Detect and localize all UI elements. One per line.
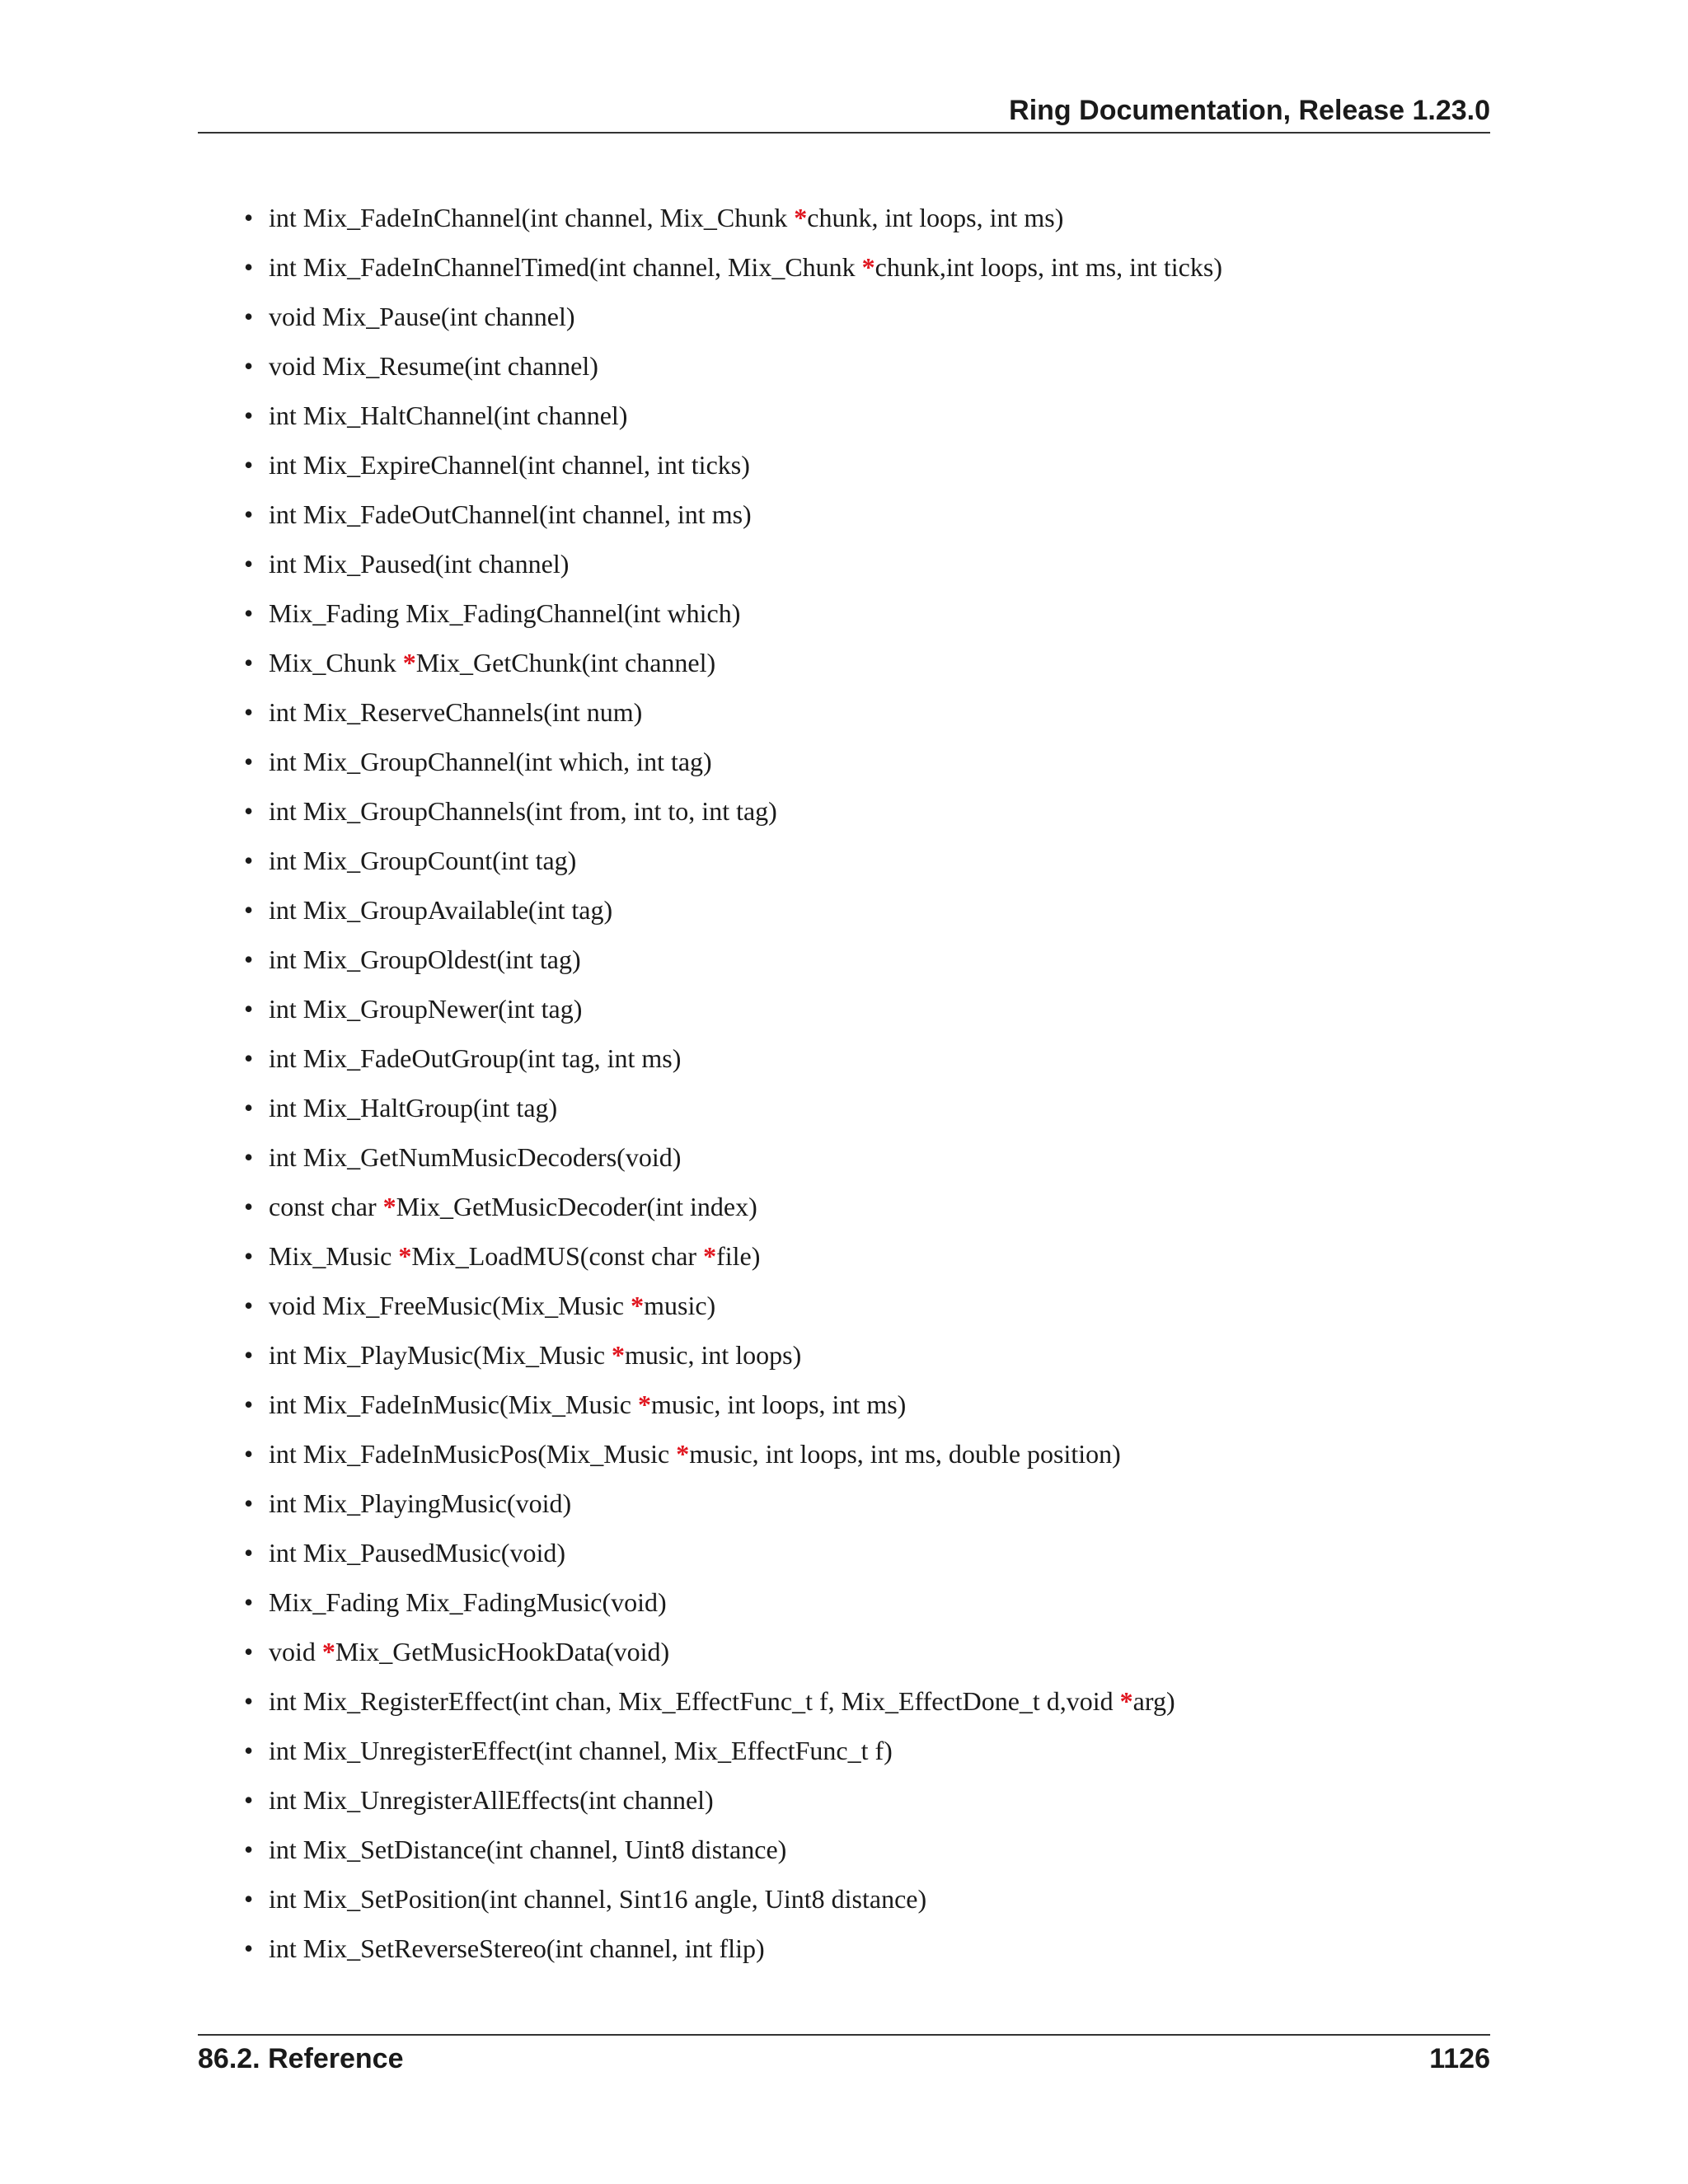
signature-text: int Mix_GroupChannel(int which, int tag) — [269, 747, 712, 776]
signature-text: Mix_GetMusicDecoder(int index) — [396, 1192, 757, 1221]
signature-text: Mix_Fading Mix_FadingMusic(void) — [269, 1587, 667, 1617]
bullet-icon: • — [244, 1933, 254, 1963]
list-item — [244, 193, 1222, 242]
pointer-asterisk: * — [861, 252, 875, 282]
pointer-asterisk: * — [703, 1241, 717, 1271]
pointer-asterisk: * — [631, 1291, 645, 1320]
signature-text: int Mix_SetReverseStereo(int channel, int flip) — [269, 1933, 765, 1963]
list-item — [244, 1627, 1222, 1676]
list-item — [244, 1083, 1222, 1132]
function-list — [244, 193, 1222, 1973]
signature-text: music, int loops, int ms) — [650, 1390, 907, 1419]
signature-text: int Mix_FadeOutChannel(int channel, int ms) — [269, 499, 752, 529]
bullet-icon: • — [244, 203, 254, 232]
pointer-asterisk: * — [794, 203, 808, 232]
list-item — [244, 1676, 1222, 1726]
bullet-icon: • — [244, 1785, 254, 1815]
bullet-icon: • — [244, 549, 254, 579]
list-item — [244, 539, 1222, 588]
pointer-asterisk: * — [676, 1439, 690, 1469]
list-item — [244, 1330, 1222, 1380]
signature-text: int Mix_GroupAvailable(int tag) — [269, 895, 613, 925]
signature-text: Mix_LoadMUS(const char — [411, 1241, 704, 1271]
signature-text: int Mix_FadeInMusic(Mix_Music — [269, 1390, 638, 1419]
list-item — [244, 638, 1222, 687]
pointer-asterisk: * — [1119, 1686, 1133, 1716]
list-item — [244, 1825, 1222, 1874]
signature-text: Mix_GetChunk(int channel) — [415, 648, 716, 677]
list-item — [244, 391, 1222, 440]
list-item — [244, 588, 1222, 638]
list-item — [244, 440, 1222, 490]
bullet-icon: • — [244, 401, 254, 430]
bullet-icon: • — [244, 1340, 254, 1370]
bullet-icon: • — [244, 1835, 254, 1864]
bullet-icon: • — [244, 846, 254, 875]
signature-text: int Mix_UnregisterEffect(int channel, Mix_EffectFunc_t f) — [269, 1736, 893, 1765]
list-item — [244, 836, 1222, 885]
signature-text: int Mix_PausedMusic(void) — [269, 1538, 565, 1568]
signature-text: int Mix_UnregisterAllEffects(int channel) — [269, 1785, 714, 1815]
bullet-icon: • — [244, 1093, 254, 1122]
page-footer — [198, 2034, 1490, 2077]
pointer-asterisk: * — [402, 648, 416, 677]
signature-text: int Mix_HaltGroup(int tag) — [269, 1093, 558, 1122]
list-item — [244, 687, 1222, 737]
list-item — [244, 292, 1222, 341]
bullet-icon: • — [244, 302, 254, 331]
signature-text: Mix_Music — [269, 1241, 399, 1271]
signature-text: int Mix_FadeInChannel(int channel, Mix_Chunk — [269, 203, 795, 232]
page-header — [198, 92, 1490, 134]
bullet-icon: • — [244, 1587, 254, 1617]
list-item — [244, 1380, 1222, 1429]
signature-text: int Mix_SetPosition(int channel, Sint16 angle, Uint8 distance) — [269, 1884, 927, 1914]
document-title: Ring Documentation, Release 1.23.0 — [1009, 95, 1490, 126]
signature-text: int Mix_GetNumMusicDecoders(void) — [269, 1142, 682, 1172]
list-item — [244, 1577, 1222, 1627]
bullet-icon: • — [244, 499, 254, 529]
list-item — [244, 1182, 1222, 1231]
bullet-icon: • — [244, 1241, 254, 1271]
signature-text: void — [269, 1637, 322, 1666]
signature-text: chunk, int loops, int ms) — [807, 203, 1064, 232]
section-title: 86.2. Reference — [198, 2043, 404, 2074]
signature-text: int Mix_FadeOutGroup(int tag, int ms) — [269, 1043, 682, 1073]
bullet-icon: • — [244, 1538, 254, 1568]
bullet-icon: • — [244, 252, 254, 282]
signature-text: music) — [644, 1291, 716, 1320]
signature-text: void Mix_FreeMusic(Mix_Music — [269, 1291, 631, 1320]
signature-text: file) — [716, 1241, 761, 1271]
list-item — [244, 1775, 1222, 1825]
list-item — [244, 1429, 1222, 1479]
bullet-icon: • — [244, 1390, 254, 1419]
bullet-icon: • — [244, 1043, 254, 1073]
bullet-icon: • — [244, 1736, 254, 1765]
list-item — [244, 1281, 1222, 1330]
signature-text: int Mix_FadeInChannelTimed(int channel, Mix_Chunk — [269, 252, 862, 282]
signature-text: int Mix_Paused(int channel) — [269, 549, 570, 579]
bullet-icon: • — [244, 1291, 254, 1320]
signature-text: int Mix_GroupNewer(int tag) — [269, 994, 583, 1024]
pointer-asterisk: * — [637, 1390, 651, 1419]
pointer-asterisk: * — [382, 1192, 396, 1221]
bullet-icon: • — [244, 351, 254, 381]
signature-text: chunk,int loops, int ms, int ticks) — [874, 252, 1222, 282]
signature-text: int Mix_PlayMusic(Mix_Music — [269, 1340, 612, 1370]
signature-text: void Mix_Pause(int channel) — [269, 302, 575, 331]
list-item — [244, 1033, 1222, 1083]
bullet-icon: • — [244, 598, 254, 628]
signature-text: int Mix_ExpireChannel(int channel, int ticks) — [269, 450, 750, 480]
list-item — [244, 984, 1222, 1033]
bullet-icon: • — [244, 895, 254, 925]
bullet-icon: • — [244, 747, 254, 776]
signature-text: Mix_GetMusicHookData(void) — [335, 1637, 670, 1666]
signature-text: int Mix_GroupChannels(int from, int to, int tag) — [269, 796, 777, 826]
list-item — [244, 341, 1222, 391]
bullet-icon: • — [244, 1686, 254, 1716]
page-number: 1126 — [1429, 2043, 1490, 2074]
list-item — [244, 737, 1222, 786]
signature-text: music, int loops) — [625, 1340, 802, 1370]
signature-text: arg) — [1132, 1686, 1175, 1716]
signature-text: int Mix_FadeInMusicPos(Mix_Music — [269, 1439, 677, 1469]
pointer-asterisk: * — [612, 1340, 626, 1370]
bullet-icon: • — [244, 1142, 254, 1172]
list-item — [244, 935, 1222, 984]
bullet-icon: • — [244, 648, 254, 677]
list-item — [244, 885, 1222, 935]
list-item — [244, 1231, 1222, 1281]
signature-text: int Mix_GroupOldest(int tag) — [269, 944, 581, 974]
list-item — [244, 490, 1222, 539]
list-item — [244, 1132, 1222, 1182]
signature-text: int Mix_RegisterEffect(int chan, Mix_EffectFunc_t f, Mix_EffectDone_t d,void — [269, 1686, 1120, 1716]
signature-text: int Mix_SetDistance(int channel, Uint8 distance) — [269, 1835, 787, 1864]
signature-text: const char — [269, 1192, 383, 1221]
signature-text: int Mix_PlayingMusic(void) — [269, 1488, 572, 1518]
list-item — [244, 1479, 1222, 1528]
bullet-icon: • — [244, 697, 254, 727]
bullet-icon: • — [244, 1192, 254, 1221]
signature-text: music, int loops, int ms, double position) — [689, 1439, 1121, 1469]
signature-text: int Mix_GroupCount(int tag) — [269, 846, 577, 875]
pointer-asterisk: * — [398, 1241, 412, 1271]
bullet-icon: • — [244, 1637, 254, 1666]
list-item — [244, 1528, 1222, 1577]
list-item — [244, 786, 1222, 836]
bullet-icon: • — [244, 944, 254, 974]
bullet-icon: • — [244, 994, 254, 1024]
bullet-icon: • — [244, 450, 254, 480]
signature-text: int Mix_HaltChannel(int channel) — [269, 401, 628, 430]
list-item — [244, 1726, 1222, 1775]
signature-text: Mix_Chunk — [269, 648, 403, 677]
signature-text: int Mix_ReserveChannels(int num) — [269, 697, 643, 727]
bullet-icon: • — [244, 796, 254, 826]
bullet-icon: • — [244, 1488, 254, 1518]
list-item — [244, 1924, 1222, 1973]
pointer-asterisk: * — [321, 1637, 335, 1666]
list-item — [244, 242, 1222, 292]
signature-text: Mix_Fading Mix_FadingChannel(int which) — [269, 598, 741, 628]
signature-text: void Mix_Resume(int channel) — [269, 351, 598, 381]
bullet-icon: • — [244, 1884, 254, 1914]
list-item — [244, 1874, 1222, 1924]
bullet-icon: • — [244, 1439, 254, 1469]
